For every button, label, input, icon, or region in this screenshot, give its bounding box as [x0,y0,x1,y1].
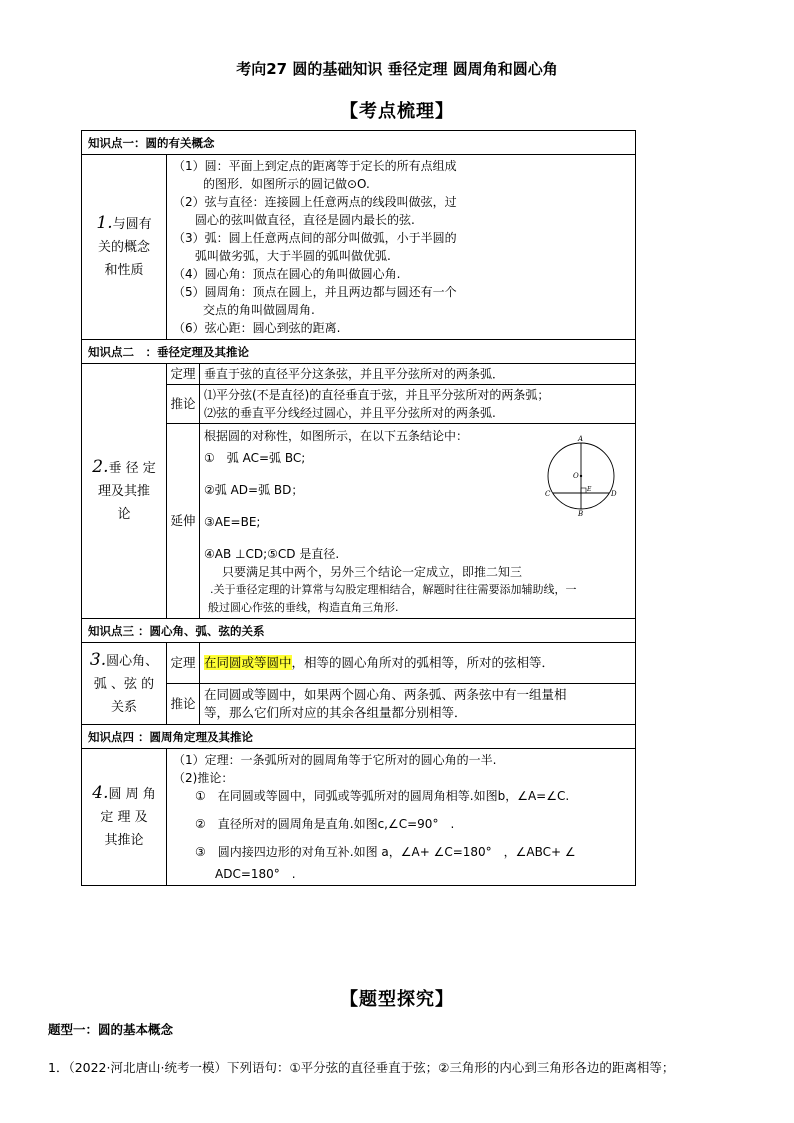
kp1-line: （5）圆周角：顶点在圆上，并且两边都与圆还有一个 [173,285,457,299]
kp1-line: 弧叫做劣弧，大于半圆的弧叫做优弧. [195,249,391,263]
kp3-dingli-rest: ，相等的圆心角所对的弧相等，所对的弦相等． [291,655,555,670]
kp3-dingli-label: 定理 [167,643,200,684]
section-heading-kaodian: 【考点梳理】 [340,101,454,122]
kp2-yanshen-line: ① 弧 AC=弧 BC; [204,451,306,465]
kp2-tuilun-content [200,385,636,424]
kp2-yanshen-line: 根据圆的对称性，如图所示，在以下五条结论中： [204,429,469,443]
kp2-tuilun-line: ⑵弦的垂直平分线经过圆心，并且平分弦所对的两条弧. [204,406,496,420]
kp4-line: （2)推论： [173,771,234,785]
kp4-line: ② 直径所对的圆周角是直角.如图c,∠C=90° . [195,817,455,831]
diagram-label-c: C [545,490,551,498]
kp1-topic-num: 1. [96,213,113,233]
kp2-dingli-text: 垂直于弦的直径平分这条弦，并且平分弦所对的两条弧． [200,364,636,385]
kp2-tuilun-line: ⑴平分弦(不是直径)的直径垂直于弦，并且平分弦所对的两条弧； [204,388,550,402]
kp1-topic: 1.与圆有 关的概念 和性质 [82,155,167,340]
perpendicular-diameter-diagram [541,432,621,516]
kp2-yanshen-line: ③AE=BE; [204,515,261,529]
knowledge-table [81,130,636,886]
kp3-tuilun-label: 推论 [167,684,200,725]
kp2-topic-num: 2. [92,457,109,477]
kp3-tuilun-line: 等，那么它们所对应的其余各组量都分别相等． [204,705,467,720]
page-title: 考向27 圆的基础知识 垂径定理 圆周角和圆心角 [236,60,558,78]
kp3-tuilun-content [200,684,636,725]
diagram-label-d: D [611,490,617,498]
kp3-dingli-highlight: 在同圆或等圆中 [204,655,292,670]
kp2-yanshen-line: ④AB ⊥CD;⑤CD 是直径. [204,547,340,561]
kp1-line: （1）圆：平面上到定点的距离等于定长的所有点组成 [173,159,457,173]
diagram-label-o: O [573,472,579,480]
kp2-yanshen-line: ②弧 AD=弧 BD； [204,483,304,497]
diagram-label-a: A [578,435,584,443]
kp4-content [167,749,636,886]
question-1-text: 1．（2022·河北唐山·统考一模）下列语句：①平分弦的直径垂直于弦；②三角形的内心到三角形各边的距离相等； [48,1060,675,1075]
kp2-yanshen-line: .关于垂径定理的计算常与勾股定理相结合，解题时往往需要添加辅助线，一 [210,583,577,596]
kp2-yanshen-line: 般过圆心作弦的垂线，构造直角三角形. [208,601,399,614]
kp4-line: ① 在同圆或等圆中，同弧或等弧所对的圆周角相等.如图b，∠A=∠C. [195,789,570,803]
kp1-line: （3）弧：圆上任意两点间的部分叫做弧，小于半圆的 [173,231,457,245]
kp2-header: 知识点二 ：垂径定理及其推论 [82,340,636,364]
section-heading-tixing: 【题型探究】 [340,989,454,1010]
kp1-header: 知识点一：圆的有关概念 [82,131,636,155]
kp2-tuilun-label: 推论 [167,385,200,424]
kp2-yanshen-label: 延伸 [167,424,200,619]
kp4-header: 知识点四 ：圆周角定理及其推论 [82,725,636,749]
diagram-label-b: B [578,510,584,516]
kp1-line: 交点的角叫做圆周角. [203,303,315,317]
kp1-line: （2）弦与直径：连接圆上任意两点的线段叫做弦，过 [173,195,457,209]
kp2-yanshen-line: 只要满足其中两个，另外三个结论一定成立，即推二知三 [222,565,523,579]
kp1-line: （4）圆心角：顶点在圆心的角叫做圆心角. [173,267,401,281]
kp3-topic-num: 3. [89,649,107,670]
kp2-dingli-label: 定理 [167,364,200,385]
kp2-yanshen-content [200,424,636,619]
kp2-topic: 2.垂 径 定 理及其推 论 [82,364,167,619]
diagram-label-e: E [587,486,592,493]
kp3-tuilun-line: 在同圆或等圆中，如果两个圆心角、两条弧、两条弦中有一组量相 [204,687,567,702]
kp4-line: （1）定理：一条弧所对的圆周角等于它所对的圆心角的一半. [173,753,497,767]
kp4-topic: 4.圆 周 角 定 理 及 其推论 [82,749,167,886]
kp1-line: （6）弦心距：圆心到弦的距离. [173,321,341,335]
kp3-header: 知识点三 ：圆心角、弧、弦的关系 [82,619,636,643]
kp1-line: 圆心的弦叫做直径，直径是圆内最长的弦. [195,213,415,227]
kp3-dingli-content [200,643,636,684]
kp1-content [167,155,636,340]
kp4-topic-num: 4. [92,783,109,803]
kp4-line: ADC=180° . [215,867,296,881]
question-type-title: 题型一：圆的基本概念 [48,1022,174,1037]
kp4-line: ③ 圆内接四边形的对角互补.如图 a，∠A+ ∠C=180° ，∠ABC+ ∠ [195,845,576,859]
kp1-line: 的图形．如图所示的圆记做⊙O. [203,177,370,191]
kp3-topic: 3.圆心角、 弧 、弦 的 关系 [82,643,167,725]
